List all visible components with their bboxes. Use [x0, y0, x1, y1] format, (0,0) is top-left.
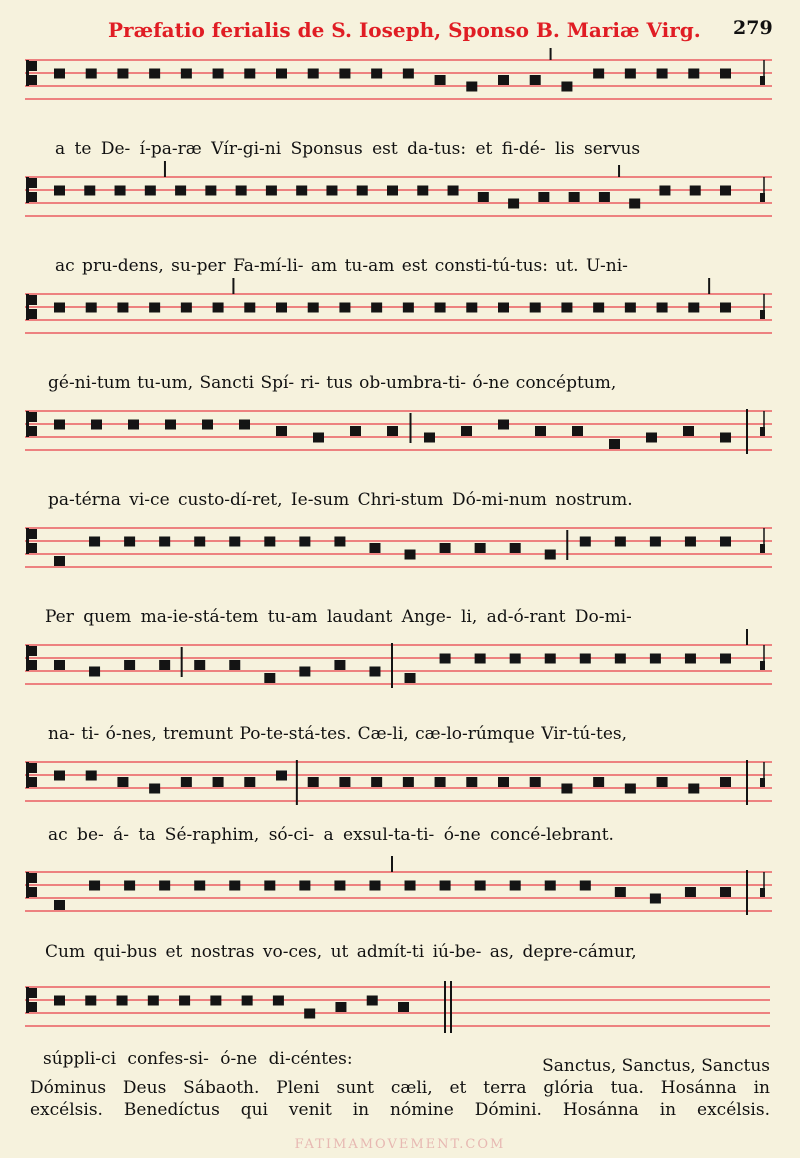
- clef-mark: [28, 309, 37, 319]
- neume-note: [304, 1009, 315, 1019]
- staff-svg: [25, 516, 772, 576]
- clef-mark: [28, 660, 37, 670]
- neume-note: [615, 887, 626, 897]
- neume-note: [84, 186, 95, 196]
- neume-note: [117, 777, 128, 787]
- neume-note: [244, 69, 255, 79]
- neume-note: [688, 69, 699, 79]
- neume-note: [239, 420, 250, 430]
- neume-note: [508, 199, 519, 209]
- neume-note: [276, 303, 287, 313]
- staff-system-3: [25, 282, 772, 342]
- neume-note: [545, 654, 556, 664]
- neume-note: [720, 654, 731, 664]
- clef-mark: [28, 988, 37, 998]
- neume-note: [720, 887, 731, 897]
- neume-note: [54, 900, 65, 910]
- clef-mark: [26, 872, 29, 898]
- neume-note: [435, 303, 446, 313]
- neume-note: [299, 881, 310, 891]
- neume-note: [510, 543, 521, 553]
- neume-note: [561, 303, 572, 313]
- staff-svg: [25, 975, 772, 1035]
- neume-note: [339, 777, 350, 787]
- neume-note: [599, 192, 610, 202]
- lyric-line-9: súppli-ci confes-si- ó-ne di-céntes:: [43, 1049, 353, 1069]
- neume-note: [498, 420, 509, 430]
- neume-note: [387, 186, 398, 196]
- neume-note: [124, 660, 135, 670]
- neume-note: [202, 420, 213, 430]
- neume-note: [159, 537, 170, 547]
- neume-note: [339, 303, 350, 313]
- neume-note: [650, 654, 661, 664]
- page-title: Præfatio ferialis de S. Ioseph, Sponso B. Mariæ Virg.: [108, 18, 701, 42]
- neume-note: [683, 426, 694, 436]
- neume-note: [89, 881, 100, 891]
- neume-note: [545, 550, 556, 560]
- neume-note: [625, 784, 636, 794]
- neume-note: [181, 777, 192, 787]
- neume-note: [629, 199, 640, 209]
- neume-note: [124, 881, 135, 891]
- clef-mark: [28, 529, 37, 539]
- neume-note: [498, 303, 509, 313]
- neume-note: [720, 303, 731, 313]
- clef-mark: [28, 543, 37, 553]
- neume-note: [580, 881, 591, 891]
- staff-system-2: [25, 165, 772, 225]
- page-header: [0, 0, 800, 55]
- staff-svg: [25, 48, 772, 108]
- neume-note: [54, 303, 65, 313]
- clef-mark: [26, 645, 29, 671]
- neume-note: [236, 186, 247, 196]
- neume-note: [54, 771, 65, 781]
- watermark: FATIMAMOVEMENT.COM: [294, 1137, 506, 1152]
- neume-note: [405, 550, 416, 560]
- neume-note: [615, 537, 626, 547]
- neume-note: [538, 192, 549, 202]
- neume-note: [440, 881, 451, 891]
- neume-note: [194, 660, 205, 670]
- neume-note: [54, 69, 65, 79]
- clef-mark: [28, 763, 37, 773]
- neume-note: [117, 69, 128, 79]
- neume-note: [593, 69, 604, 79]
- neume-note: [435, 777, 446, 787]
- clef-mark: [28, 777, 37, 787]
- neume-note: [244, 303, 255, 313]
- neume-note: [417, 186, 428, 196]
- neume-note: [688, 784, 699, 794]
- staff-system-4: [25, 399, 772, 459]
- neume-note: [276, 771, 287, 781]
- neume-note: [625, 303, 636, 313]
- neume-note: [159, 660, 170, 670]
- neume-note: [266, 186, 277, 196]
- staff-svg: [25, 860, 772, 920]
- neume-note: [625, 69, 636, 79]
- neume-note: [124, 537, 135, 547]
- clef-mark: [28, 75, 37, 85]
- neume-note: [609, 439, 620, 449]
- neume-note: [213, 69, 224, 79]
- final-text-line-1: Sanctus, Sanctus, Sanctus: [542, 1056, 770, 1076]
- neume-note: [149, 69, 160, 79]
- neume-note: [369, 667, 380, 677]
- neume-note: [403, 777, 414, 787]
- neume-note: [466, 82, 477, 92]
- neume-note: [510, 881, 521, 891]
- neume-note: [308, 69, 319, 79]
- neume-note: [229, 537, 240, 547]
- neume-note: [326, 186, 337, 196]
- neume-note: [210, 996, 221, 1006]
- neume-note: [720, 537, 731, 547]
- staff-svg: [25, 633, 772, 693]
- neume-note: [339, 69, 350, 79]
- neume-note: [334, 537, 345, 547]
- neume-note: [264, 881, 275, 891]
- clef-mark: [26, 411, 29, 437]
- neume-note: [179, 996, 190, 1006]
- neume-note: [276, 426, 287, 436]
- neume-note: [475, 881, 486, 891]
- staff-svg: [25, 282, 772, 342]
- neume-note: [194, 537, 205, 547]
- neume-note: [165, 420, 176, 430]
- neume-note: [175, 186, 186, 196]
- lyric-line-7: ac be- á- ta Sé-raphim, só-ci- a exsul-ta-ti- ó-ne concé-lebrant.: [48, 825, 614, 845]
- neume-note: [448, 186, 459, 196]
- neume-note: [335, 1002, 346, 1012]
- neume-note: [371, 777, 382, 787]
- neume-note: [593, 303, 604, 313]
- neume-note: [580, 654, 591, 664]
- neume-note: [229, 881, 240, 891]
- neume-note: [461, 426, 472, 436]
- neume-note: [145, 186, 156, 196]
- neume-note: [646, 433, 657, 443]
- neume-note: [535, 426, 546, 436]
- neume-note: [181, 303, 192, 313]
- neume-note: [149, 784, 160, 794]
- clef-mark: [26, 987, 29, 1013]
- neume-note: [440, 543, 451, 553]
- neume-note: [54, 996, 65, 1006]
- neume-note: [89, 667, 100, 677]
- neume-note: [475, 654, 486, 664]
- neume-note: [498, 75, 509, 85]
- lyric-line-2: ac pru-dens, su-per Fa-mí-li- am tu-am est consti-tú-tus: ut. U-ni-: [55, 256, 628, 276]
- neume-note: [690, 186, 701, 196]
- neume-note: [688, 303, 699, 313]
- neume-note: [159, 881, 170, 891]
- staff-system-5: [25, 516, 772, 576]
- neume-note: [128, 420, 139, 430]
- neume-note: [117, 996, 128, 1006]
- neume-note: [440, 654, 451, 664]
- neume-note: [403, 69, 414, 79]
- neume-note: [657, 777, 668, 787]
- neume-note: [117, 303, 128, 313]
- neume-note: [357, 186, 368, 196]
- neume-note: [367, 996, 378, 1006]
- final-text-line-2: Dóminus Deus Sábaoth. Pleni sunt cæli, et terra glória tua. Hosánna in: [30, 1078, 770, 1098]
- neume-note: [650, 894, 661, 904]
- neume-note: [403, 303, 414, 313]
- neume-note: [149, 303, 160, 313]
- neume-note: [273, 996, 284, 1006]
- neume-note: [369, 543, 380, 553]
- neume-note: [530, 303, 541, 313]
- neume-note: [86, 771, 97, 781]
- lyric-line-1: a te De- í-pa-ræ Vír-gi-ni Sponsus est da-tus: et fi-dé- lis servus: [55, 139, 641, 159]
- neume-note: [466, 777, 477, 787]
- clef-mark: [28, 646, 37, 656]
- neume-note: [615, 654, 626, 664]
- staff-svg: [25, 750, 772, 810]
- neume-note: [530, 777, 541, 787]
- neume-note: [350, 426, 361, 436]
- neume-note: [369, 881, 380, 891]
- neume-note: [475, 543, 486, 553]
- neume-note: [296, 186, 307, 196]
- neume-note: [313, 433, 324, 443]
- neume-note: [299, 537, 310, 547]
- neume-note: [657, 69, 668, 79]
- neume-note: [650, 537, 661, 547]
- neume-note: [194, 881, 205, 891]
- neume-note: [720, 69, 731, 79]
- neume-note: [685, 654, 696, 664]
- neume-note: [299, 667, 310, 677]
- neume-note: [466, 303, 477, 313]
- clef-mark: [28, 1002, 37, 1012]
- clef-mark: [26, 60, 29, 86]
- neume-note: [498, 777, 509, 787]
- clef-mark: [26, 177, 29, 203]
- clef-mark: [26, 294, 29, 320]
- neume-note: [569, 192, 580, 202]
- lyric-line-5: Per quem ma-ie-stá-tem tu-am laudant Ange- li, ad-ó-rant Do-mi-: [45, 607, 632, 627]
- lyric-line-4: pa-térna vi-ce custo-dí-ret, Ie-sum Chri-stum Dó-mi-num nostrum.: [48, 490, 633, 510]
- neume-note: [580, 537, 591, 547]
- clef-mark: [28, 412, 37, 422]
- neume-note: [478, 192, 489, 202]
- lyric-line-6: na- ti- ó-nes, tremunt Po-te-stá-tes. Cæ-li, cæ-lo-rúmque Vir-tú-tes,: [48, 724, 628, 744]
- neume-note: [213, 303, 224, 313]
- neume-note: [530, 75, 541, 85]
- staff-svg: [25, 165, 772, 225]
- final-text-line-3: excélsis. Benedíctus qui venit in nómine Dómini. Hosánna in excélsis.: [30, 1100, 770, 1120]
- neume-note: [720, 186, 731, 196]
- staff-system-8: [25, 860, 772, 920]
- neume-note: [86, 69, 97, 79]
- neume-note: [213, 777, 224, 787]
- neume-note: [561, 82, 572, 92]
- neume-note: [229, 660, 240, 670]
- neume-note: [181, 69, 192, 79]
- neume-note: [720, 777, 731, 787]
- neume-note: [244, 777, 255, 787]
- clef-mark: [28, 295, 37, 305]
- lyric-line-3: gé-ni-tum tu-um, Sancti Spí- ri- tus ob-umbra-ti- ó-ne concéptum,: [48, 373, 617, 393]
- neume-note: [685, 887, 696, 897]
- neume-note: [334, 660, 345, 670]
- clef-mark: [28, 61, 37, 71]
- neume-note: [148, 996, 159, 1006]
- neume-note: [308, 303, 319, 313]
- clef-mark: [28, 887, 37, 897]
- neume-note: [593, 777, 604, 787]
- neume-note: [54, 186, 65, 196]
- staff-system-1: [25, 48, 772, 108]
- lyric-line-8: Cum qui-bus et nostras vo-ces, ut admít-ti iú-be- as, depre-cámur,: [45, 942, 637, 962]
- neume-note: [85, 996, 96, 1006]
- neume-note: [405, 881, 416, 891]
- neume-note: [545, 881, 556, 891]
- clef-mark: [28, 873, 37, 883]
- neume-note: [685, 537, 696, 547]
- neume-note: [510, 654, 521, 664]
- clef-mark: [28, 178, 37, 188]
- staff-system-9: [25, 975, 772, 1035]
- neume-note: [334, 881, 345, 891]
- neume-note: [89, 537, 100, 547]
- final-text-block: [30, 1055, 770, 1121]
- neume-note: [405, 673, 416, 683]
- neume-note: [371, 303, 382, 313]
- neume-note: [115, 186, 126, 196]
- neume-note: [387, 426, 398, 436]
- clef-mark: [28, 192, 37, 202]
- neume-note: [424, 433, 435, 443]
- neume-note: [264, 673, 275, 683]
- neume-note: [720, 433, 731, 443]
- clef-mark: [28, 426, 37, 436]
- neume-note: [54, 660, 65, 670]
- neume-note: [54, 420, 65, 430]
- neume-note: [398, 1002, 409, 1012]
- neume-note: [205, 186, 216, 196]
- neume-note: [91, 420, 102, 430]
- neume-note: [659, 186, 670, 196]
- neume-note: [572, 426, 583, 436]
- neume-note: [308, 777, 319, 787]
- staff-system-6: [25, 633, 772, 693]
- neume-note: [657, 303, 668, 313]
- staff-system-7: [25, 750, 772, 810]
- neume-note: [86, 303, 97, 313]
- neume-note: [435, 75, 446, 85]
- neume-note: [561, 784, 572, 794]
- neume-note: [371, 69, 382, 79]
- neume-note: [264, 537, 275, 547]
- clef-mark: [26, 528, 29, 554]
- neume-note: [54, 556, 65, 566]
- clef-mark: [26, 762, 29, 788]
- neume-note: [242, 996, 253, 1006]
- page-number: 279: [733, 17, 773, 39]
- neume-note: [276, 69, 287, 79]
- staff-svg: [25, 399, 772, 459]
